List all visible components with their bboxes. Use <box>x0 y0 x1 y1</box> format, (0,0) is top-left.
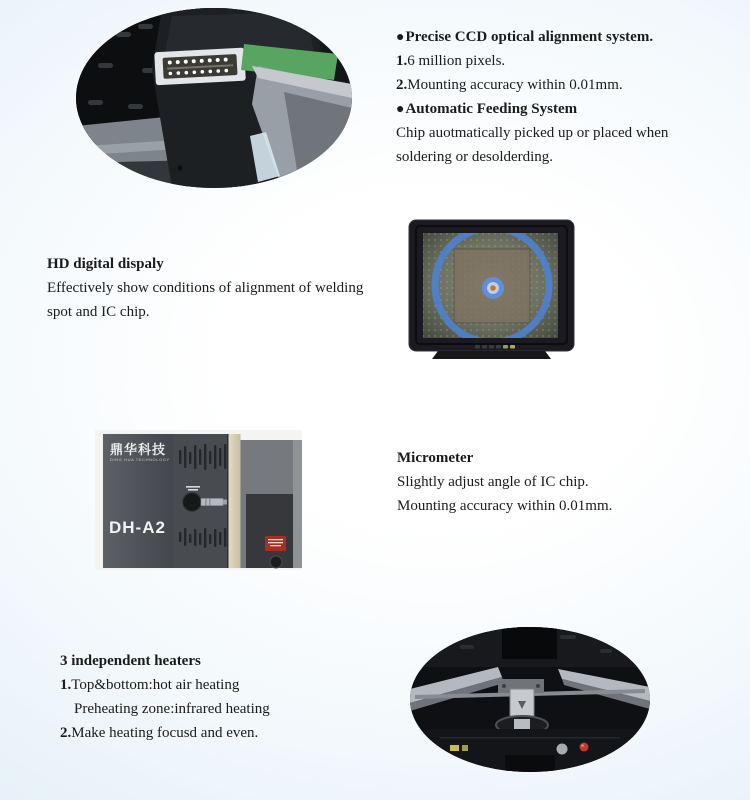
machine-panel-photo <box>95 430 302 570</box>
chamber-photo-content <box>410 627 650 772</box>
ccd-item-2: 2.Mounting accuracy within 0.01mm. <box>396 77 623 93</box>
display-feature-text <box>47 252 363 324</box>
bullet-icon: ● <box>396 30 405 45</box>
bullet-icon: ● <box>396 102 405 117</box>
display-line-1: Effectively show conditions of alignment of welding <box>47 280 364 296</box>
monitor-photo <box>408 219 575 361</box>
led-light-window <box>154 48 246 86</box>
heating-chamber-photo <box>410 627 650 772</box>
heaters-item-2: 2.Make heating focusd and even. <box>60 725 259 741</box>
heaters-feature-text <box>60 649 270 745</box>
model-label: DH-A2 <box>109 518 166 537</box>
ccd-module-photo <box>76 8 352 188</box>
display-line-2: spot and IC chip. <box>47 304 150 320</box>
heaters-item-1: 1.Top&bottom:hot air heating <box>60 677 240 693</box>
adjust-knob <box>270 556 282 568</box>
micrometer-line-1: Slightly adjust angle of IC chip. <box>397 474 589 490</box>
warning-label <box>265 536 286 551</box>
micrometer-feature-text <box>397 446 612 518</box>
monitor-base <box>432 351 551 359</box>
display-heading: HD digital dispaly <box>47 256 164 272</box>
heaters-heading: 3 independent heaters <box>60 653 201 669</box>
edge-strip <box>229 434 241 568</box>
monitor-screen <box>423 228 558 342</box>
micrometer-line-2: Mounting accuracy within 0.01mm. <box>397 498 613 514</box>
top-black-box <box>502 627 557 659</box>
grey-button <box>557 744 568 755</box>
micrometer-heading: Micrometer <box>397 450 474 466</box>
ccd-line-6: soldering or desolderding. <box>396 149 554 165</box>
side-subpanel <box>246 494 293 568</box>
ccd-line-5: Chip auotmatically picked up or placed when <box>396 125 669 141</box>
brand-name-en: DING HUA TECHNOLOGY <box>110 457 170 462</box>
ccd-heading-1: ●Precise CCD optical alignment system. <box>396 29 654 45</box>
brand-name-cn: 鼎华科技 <box>110 442 167 457</box>
ccd-heading-2: ●Automatic Feeding System <box>396 101 578 117</box>
yellow-label <box>450 745 459 751</box>
ccd-feature-text <box>396 25 668 169</box>
heaters-line-2: Preheating zone:infrared heating <box>74 701 270 717</box>
ccd-item-1: 1.6 million pixels. <box>396 53 506 69</box>
ccd-photo-content <box>76 8 352 188</box>
red-button <box>580 743 589 752</box>
